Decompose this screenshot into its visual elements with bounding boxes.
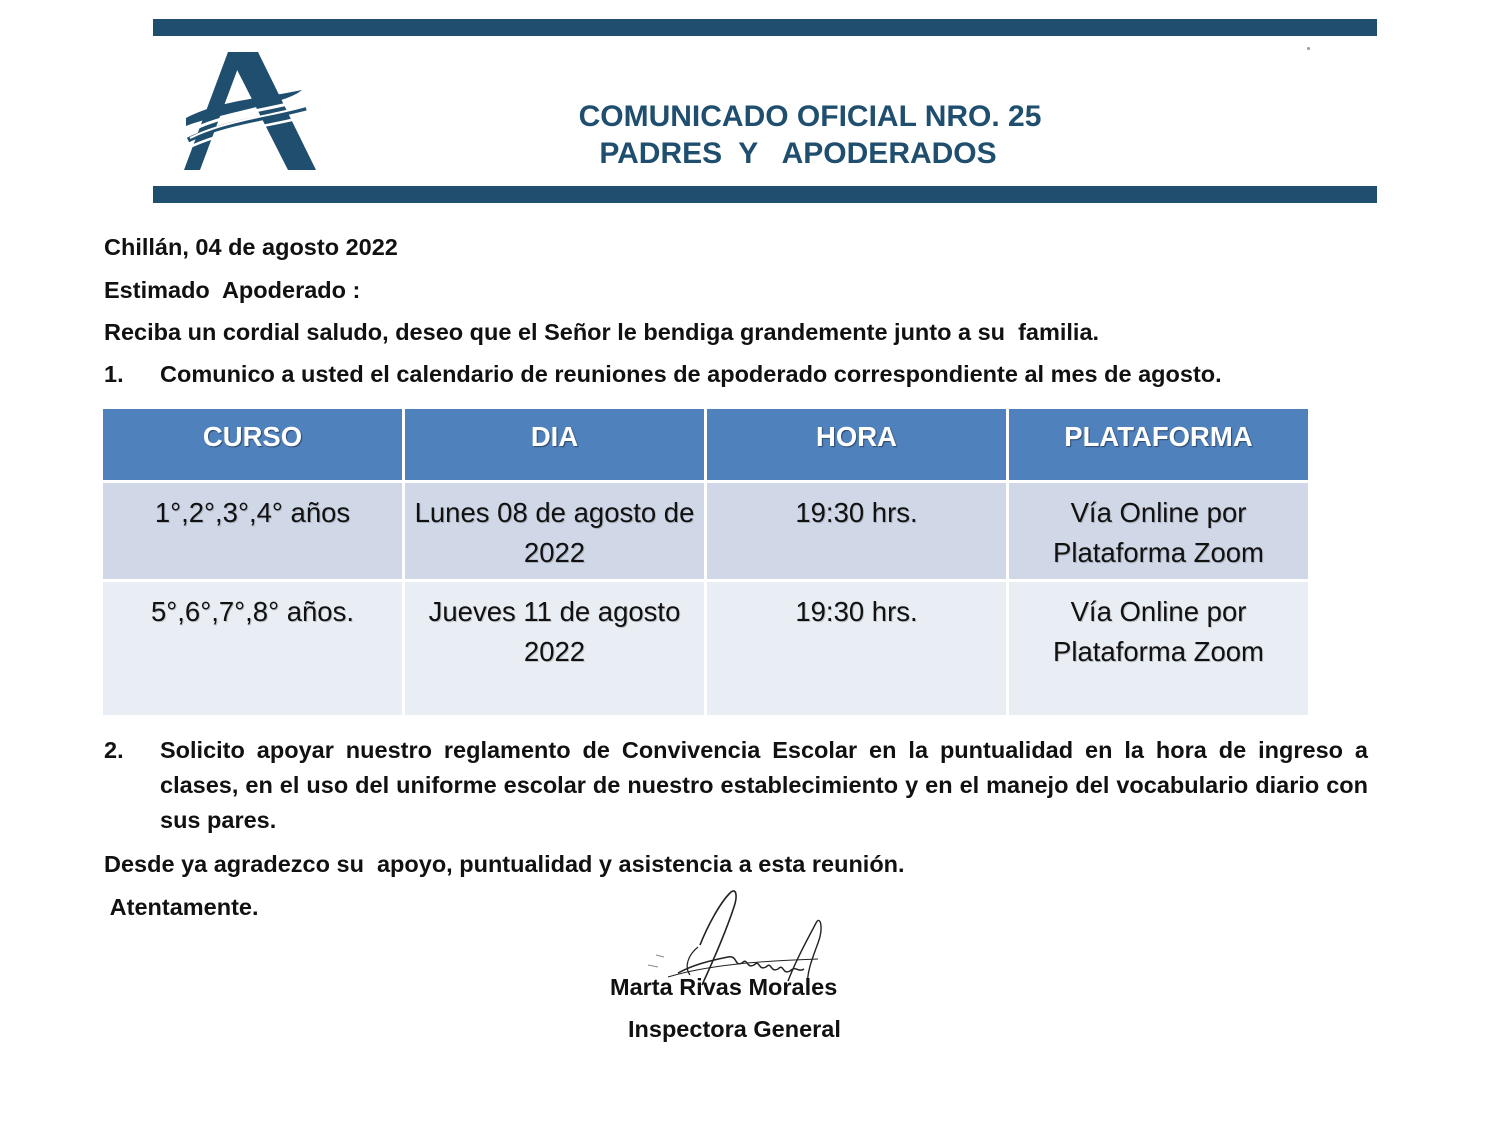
closing: Atentamente. bbox=[104, 894, 259, 920]
item-1-text: Comunico a usted el calendario de reuniones de apoderado correspondiente al mes de agosto. bbox=[160, 361, 1222, 387]
cell-plataforma: Vía Online por Plataforma Zoom bbox=[1008, 581, 1310, 717]
header-bottom-rule bbox=[153, 186, 1377, 203]
cell-curso: 1°,2°,3°,4° años bbox=[102, 482, 404, 581]
place-date: Chillán, 04 de agosto 2022 bbox=[104, 234, 398, 260]
item-1-number: 1. bbox=[104, 361, 124, 387]
header-hora: HORA bbox=[706, 408, 1008, 482]
item-1 bbox=[104, 357, 1374, 393]
item-2-text: Solicito apoyar nuestro reglamento de Convivencia Escolar en la puntualidad en la hora de ingreso a clases, en el uso del uniforme escolar de nuestro establecimiento y en el manejo del vocabulario diario con sus pares. bbox=[160, 737, 1368, 833]
intro-paragraph: Reciba un cordial saludo, deseo que el Señor le bendiga grandemente junto a su familia. bbox=[104, 319, 1100, 345]
cell-hora: 19:30 hrs. bbox=[706, 581, 1008, 717]
artifact-dot bbox=[1307, 47, 1310, 50]
cell-hora: 19:30 hrs. bbox=[706, 482, 1008, 581]
signatory-name: Marta Rivas Morales bbox=[610, 974, 838, 1000]
title-line-1: COMUNICADO OFICIAL NRO. 25 bbox=[578, 100, 1042, 133]
table-row bbox=[102, 581, 1310, 717]
thanks-paragraph: Desde ya agradezco su apoyo, puntualidad y asistencia a esta reunión. bbox=[104, 851, 905, 877]
cell-dia: Jueves 11 de agosto 2022 bbox=[404, 581, 706, 717]
school-logo-icon bbox=[180, 48, 320, 173]
cell-curso: 5°,6°,7°,8° años. bbox=[102, 581, 404, 717]
table-header-row bbox=[102, 408, 1310, 482]
document-title bbox=[460, 98, 1160, 172]
item-2 bbox=[104, 733, 1369, 843]
signatory-role: Inspectora General bbox=[628, 1016, 841, 1042]
header-dia: DIA bbox=[404, 408, 706, 482]
signature-block bbox=[610, 885, 870, 1055]
meeting-schedule-table bbox=[100, 406, 1311, 718]
header-top-rule bbox=[153, 19, 1377, 36]
greeting: Estimado Apoderado : bbox=[104, 277, 361, 303]
table-row bbox=[102, 482, 1310, 581]
cell-plataforma: Vía Online por Plataforma Zoom bbox=[1008, 482, 1310, 581]
title-line-2: PADRES Y APODERADOS bbox=[599, 137, 997, 170]
header-curso: CURSO bbox=[102, 408, 404, 482]
cell-dia: Lunes 08 de agosto de 2022 bbox=[404, 482, 706, 581]
item-2-number: 2. bbox=[104, 737, 124, 763]
header-plataforma: PLATAFORMA bbox=[1008, 408, 1310, 482]
